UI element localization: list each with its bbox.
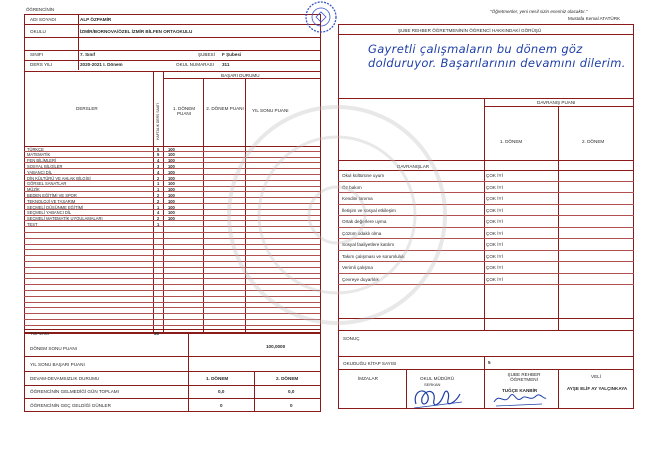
class-label: SINIFI (30, 52, 44, 57)
subject-hours: 1 (157, 181, 160, 187)
behavior-term1: ÇOK İYİ (486, 207, 503, 213)
branch-value: F Şubesi (222, 52, 242, 57)
watermark-seal (222, 100, 452, 330)
behavior-name: Ortak değerlere uyma (342, 219, 387, 224)
behavior-term1: ÇOK İYİ (486, 184, 503, 190)
col-year: YIL SONU PUANI (252, 108, 289, 113)
year-label: DERS YILI (30, 62, 53, 67)
late-t1: 0 (220, 403, 223, 408)
subject-hours: 4 (157, 210, 160, 216)
late-label: ÖĞRENCİNİN GEÇ GELDİĞİ GÜNLER (30, 403, 111, 408)
col-subjects: DERSLER (76, 106, 98, 111)
subject-name: SEÇMELİ DÜŞÜNME EĞİTİMİ (27, 204, 84, 210)
number-label: OKUL NUMARASI (176, 62, 214, 67)
subject-name: SEÇMELİ MATEMATİK UYGULAMALARI (27, 216, 103, 222)
subject-hours: 1 (157, 221, 160, 227)
behavior-name: Öz bakım (342, 184, 362, 190)
subject-term1: 100 (168, 152, 175, 158)
name-label: ADI SOYADI (30, 17, 56, 22)
books-value: 5 (488, 360, 491, 365)
total-hours: 30 (154, 331, 160, 336)
subject-term1: 100 (168, 158, 175, 164)
subject-name: FEN BİLİMLERİ (27, 158, 57, 164)
stamp-seal (296, 0, 346, 38)
year-score-label: YIL SONU BAŞARI PUANI (30, 362, 85, 367)
subject-term1: 100 (168, 181, 175, 187)
absent-t2: 0,0 (288, 389, 295, 394)
teacher-note: Gayretli çalışmaların bu dönem göz dolduruyor. Başarılarının devamını dilerim. (368, 42, 626, 70)
year-value: 2020-2021 I. Dönem (80, 62, 123, 67)
teacher-title: ŞUBE REHBER ÖĞRETMENİ (507, 372, 541, 382)
col-behaviors: DAVRANIŞLAR (397, 164, 430, 169)
behavior-term1: ÇOK İYİ (486, 265, 503, 270)
subject-hours: 4 (157, 169, 160, 175)
behavior-term1: ÇOK İYİ (486, 196, 503, 201)
subject-name: SEÇMELİ YABANCI DİL (27, 210, 72, 216)
school-name: İZMİR/BORNOVA/ÖZEL İZMİR BİLFEN ORTAOKULU (80, 29, 193, 34)
behavior-name: İletişim ve sosyal etkileşim (342, 207, 396, 213)
parent-name: AYŞE ELİF AY YALÇINKAYA (566, 386, 628, 391)
subject-name: GÖRSEL SANATLAR (27, 181, 67, 187)
subject-hours: 1 (157, 187, 160, 193)
status-label: DEVAM-DEVAMSIZLIK DURUMU (30, 376, 100, 381)
term-score: 100,0000 (266, 344, 286, 349)
behavior-term1: ÇOK İYİ (486, 276, 503, 282)
subject-name: MATEMATİK (27, 152, 51, 158)
section-label: ÖĞRENCİNİN (26, 7, 55, 12)
subject-term1: 100 (168, 163, 175, 169)
behavior-name: Verimli çalışma (342, 265, 373, 270)
subject-term1: 100 (168, 146, 175, 152)
col-hours: HAFTALIK DERS SAATİ (156, 103, 160, 140)
subject-term1: 100 (168, 204, 175, 210)
col-t1: 1. DÖNEM (500, 139, 523, 144)
behavior-term1: ÇOK İYİ (486, 253, 503, 259)
subject-term1: 100 (168, 210, 175, 216)
subject-hours: 3 (157, 163, 160, 169)
subject-hours: 2 (157, 192, 160, 198)
behavior-term1: ÇOK İYİ (486, 219, 503, 224)
col-term1: 1. DÖNEM PUANI (172, 106, 196, 116)
behavior-name: Okul kültürüne uyum (342, 173, 385, 178)
subject-name: BEDEN EĞİTİMİ VE SPOR (27, 192, 77, 198)
subject-term1: 100 (168, 169, 175, 175)
col-t2: 2. DÖNEM (582, 139, 605, 144)
late-t2: 0 (290, 403, 293, 408)
term2-label: 2. DÖNEM (276, 376, 299, 381)
subject-name: DİN KÜLTÜRÜ VE AHLAK BİLGİSİ (27, 175, 91, 181)
subject-name: TEKNOLOJİ VE TASARIM (27, 198, 76, 204)
subject-hours: 2 (157, 216, 160, 222)
behavior-title: DAVRANIŞ PUANI (537, 100, 576, 105)
principal-title: OKUL MÜDÜRÜ (420, 376, 455, 381)
subject-term1: 100 (168, 187, 175, 193)
subject-term1: 100 (168, 198, 175, 204)
class-value: 7. Sınıf (80, 52, 96, 57)
principal-signature (410, 382, 470, 412)
term1-label: 1. DÖNEM (206, 376, 229, 381)
signatures-label: İMZALAR (358, 376, 378, 381)
subject-term1: 100 (168, 216, 175, 222)
subject-term1: 100 (168, 192, 175, 198)
subject-name: TÜRKÇE (27, 146, 44, 152)
grades-title: BAŞARI DURUMU (221, 73, 260, 78)
behavior-name: Kendini tanıma (342, 196, 373, 201)
behavior-name: Çevreye duyarlılık (342, 276, 379, 282)
behavior-term1: ÇOK İYİ (486, 242, 503, 247)
total-label: TOPLAM (30, 331, 49, 336)
branch-label: ŞUBESİ (198, 52, 215, 57)
behavior-name: Sosyal faaliyetlere katılım (342, 242, 395, 247)
principal-name: SERKAN (424, 382, 441, 387)
subject-hours: 5 (157, 152, 160, 158)
subject-term1: 100 (168, 175, 175, 181)
number-value: 311 (222, 62, 230, 67)
result-label: SONUÇ (343, 336, 360, 341)
behavior-term1: ÇOK İYİ (486, 230, 503, 236)
subject-hours: 4 (157, 158, 160, 164)
behavior-name: Takım çalışması ve sorumluluk (342, 253, 405, 259)
parent-title: VELİ (591, 374, 601, 379)
report-title: ŞUBE REHBER ÖĞRETMENİNİN ÖĞRENCİ HAKKINDAKİ GÖRÜŞÜ (398, 28, 542, 33)
col-term2: 2. DÖNEM PUANI (206, 106, 244, 111)
subject-name: TEST (27, 221, 38, 227)
quote-author: Mustafa Kemal ATATÜRK (568, 16, 621, 21)
term-score-label: DÖNEM SONU PUANI (30, 346, 77, 351)
subject-hours: 5 (157, 146, 160, 152)
absent-label: ÖĞRENCİNİN GELMEDİĞİ GÜN TOPLAMI (30, 389, 119, 394)
subject-name: SOSYAL BİLGİLER (27, 163, 63, 169)
teacher-signature (490, 388, 550, 410)
school-label: OKULU (30, 29, 46, 34)
quote: "Öğretmenler, yeni nesil sizin eseriniz olacaktır." (490, 9, 588, 14)
subject-name: MÜZİK (27, 187, 40, 193)
teacher-name: TUĞÇE KANBİR (502, 388, 538, 393)
subject-hours: 1 (157, 204, 160, 210)
subject-hours: 2 (157, 175, 160, 181)
books-label: OKUDUĞU KİTAP SAYISI (343, 361, 397, 366)
student-name: ALP ÖZPAMİR (80, 17, 112, 22)
subject-name: YABANCI DİL (27, 169, 53, 175)
behavior-name: Çözüm odaklı olma (342, 230, 382, 236)
absent-t1: 0,0 (218, 389, 225, 394)
behavior-term1: ÇOK İYİ (486, 173, 503, 178)
subject-hours: 2 (157, 198, 160, 204)
